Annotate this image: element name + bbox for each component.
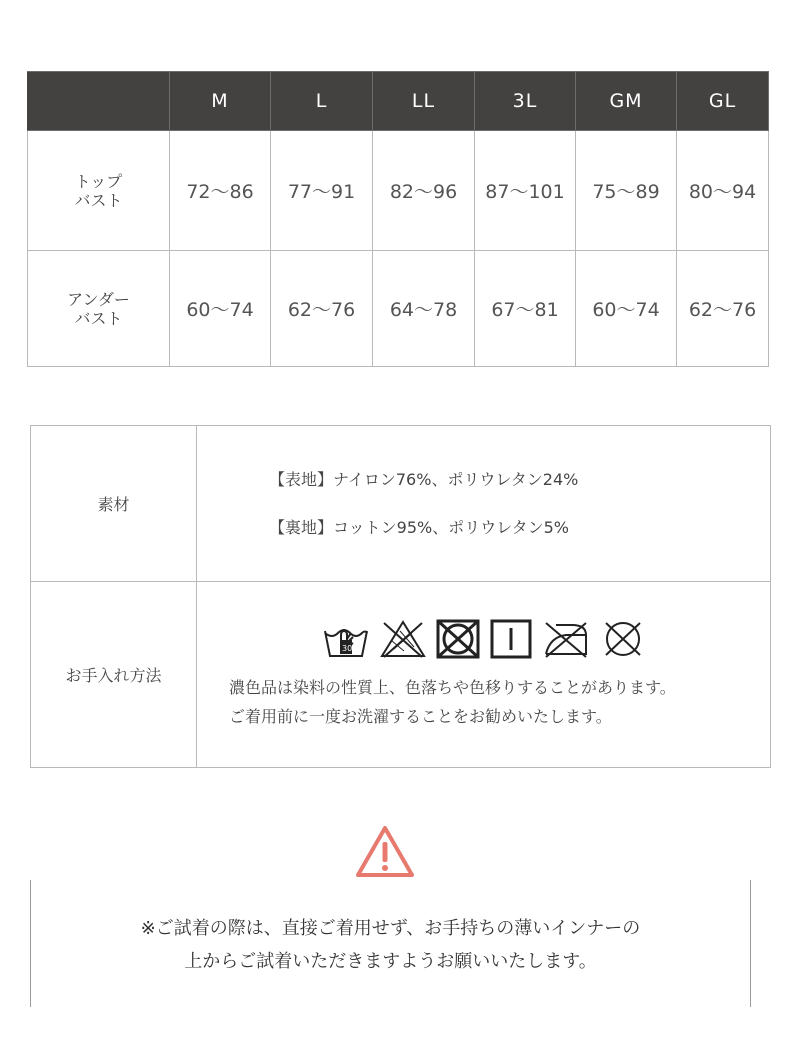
warning-icon: [354, 824, 416, 880]
care-icons: [197, 619, 770, 659]
table-cell: 60〜74: [170, 251, 271, 367]
table-cell: 60〜74: [576, 251, 677, 367]
material-content: [197, 426, 771, 582]
header-size-gm: GM: [576, 72, 677, 131]
no-iron-icon: [542, 619, 590, 659]
size-table: [27, 71, 769, 367]
care-note-line-2: ご着用前に一度お洗濯することをお勧めいたします。: [229, 706, 612, 726]
header-size-gl: GL: [677, 72, 769, 131]
table-cell: 62〜76: [677, 251, 769, 367]
table-cell: 87〜101: [475, 131, 576, 251]
table-cell: 75〜89: [576, 131, 677, 251]
care-row: [31, 582, 771, 768]
material-lining: 【裏地】コットン95%、ポリウレタン5%: [269, 517, 569, 537]
header-size-3l: 3L: [475, 72, 576, 131]
table-cell: 72〜86: [170, 131, 271, 251]
size-header-row: [28, 72, 769, 131]
care-content: [197, 582, 771, 768]
table-cell: 82〜96: [373, 131, 475, 251]
no-dry-clean-icon: [600, 619, 646, 659]
material-care-table: [30, 425, 771, 768]
table-cell: 64〜78: [373, 251, 475, 367]
header-size-ll: LL: [373, 72, 475, 131]
table-row-top-bust: [28, 131, 769, 251]
table-cell: 77〜91: [271, 131, 373, 251]
table-cell: 62〜76: [271, 251, 373, 367]
svg-text:30: 30: [341, 643, 352, 653]
table-cell: 80〜94: [677, 131, 769, 251]
table-cell: 67〜81: [475, 251, 576, 367]
material-outer: 【表地】ナイロン76%、ポリウレタン24%: [269, 469, 579, 489]
material-row: [31, 426, 771, 582]
care-note-line-1: 濃色品は染料の性質上、色落ちや色移りすることがあります。: [229, 677, 676, 697]
header-size-m: M: [170, 72, 271, 131]
care-label: お手入れ方法: [31, 582, 197, 768]
table-row-under-bust: [28, 251, 769, 367]
line-dry-icon: [490, 619, 532, 659]
row-label-top-bust: トップ バスト: [28, 131, 170, 251]
notice-line-1: ※ご試着の際は、直接ご着用せず、お手持ちの薄いインナーの: [140, 918, 641, 939]
material-label: 素材: [31, 426, 197, 582]
hand-wash-icon: [322, 619, 370, 659]
header-size-l: L: [271, 72, 373, 131]
notice-right-border: [750, 880, 751, 1007]
no-bleach-icon: [380, 619, 426, 659]
notice-line-2: 上からご試着いただきますようお願いいたします。: [184, 951, 597, 972]
no-tumble-dry-icon: [436, 619, 480, 659]
row-label-under-bust: アンダー バスト: [28, 251, 170, 367]
fitting-notice: [31, 912, 750, 978]
header-corner-cell: [28, 72, 170, 131]
